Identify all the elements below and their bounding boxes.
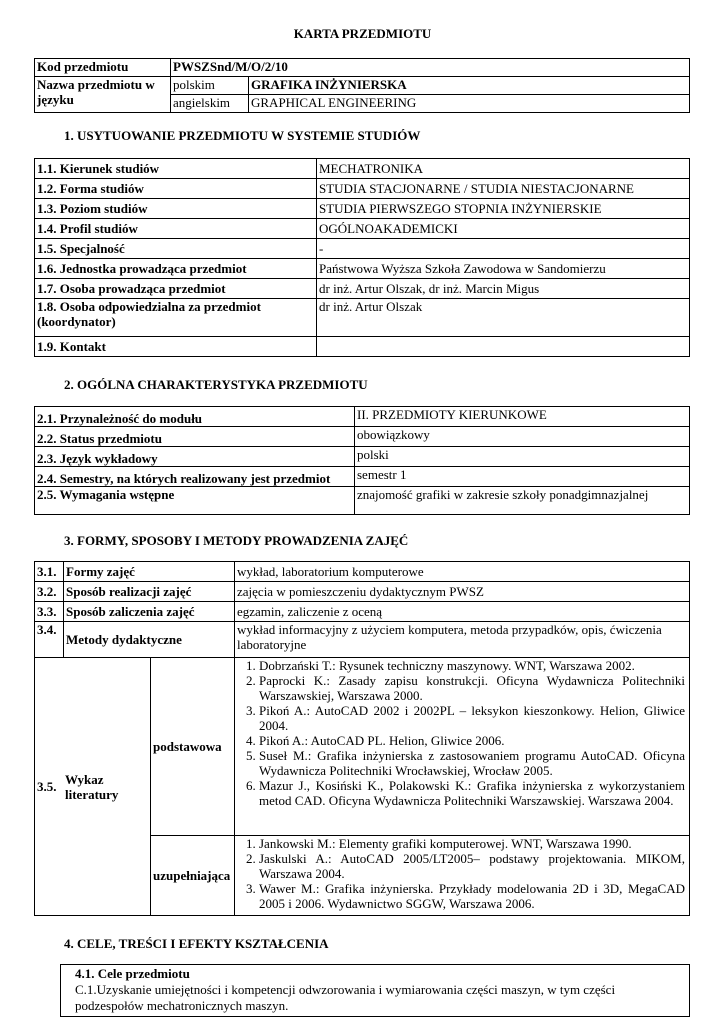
list-item: 1. Jankowski M.: Elementy grafiki komputerowej. WNT, Warszawa 1990. (259, 836, 685, 851)
row-label: Sposób zaliczenia zajęć (64, 602, 235, 622)
row-value: dr inż. Artur Olszak (317, 299, 690, 337)
row-value: STUDIA STACJONARNE / STUDIA NIESTACJONARNE (317, 179, 690, 199)
section-4-table (60, 964, 690, 1017)
page-title: KARTA PRZEDMIOTU (293, 26, 432, 41)
list-item: 5. Suseł M.: Grafika inżynierska z zastosowaniem programu AutoCAD. Oficyna Wydawnicza Politechniki Wrocławskiej, Wrocław 2005. (259, 748, 685, 778)
basic-literature (235, 658, 690, 836)
subject-header-table (34, 58, 690, 113)
polish-name: GRAFIKA INŻYNIERSKA (249, 77, 690, 95)
row-label: 2.2. Status przedmiotu (35, 427, 355, 447)
row-label (35, 299, 317, 337)
list-item: 3. Pikoń A.: AutoCAD 2002 i 2002PL – leksykon kieszonkowy. Helion, Gliwice 2004. (259, 703, 685, 733)
section-2-table (34, 406, 690, 515)
row-value: polski (355, 447, 690, 467)
code-value: PWSZSnd/M/O/2/10 (171, 59, 690, 77)
row-value: dr inż. Artur Olszak, dr inż. Marcin Migus (317, 279, 690, 299)
row-number: 3.1. (35, 562, 64, 582)
extra-literature-label: uzupełniająca (151, 836, 235, 916)
goals-text: C.1.Uzyskanie umiejętności i kompetencji odwzorowania i wymiarowania części maszyn, w tym części podzespołów mechatronicznych maszyn. (75, 982, 616, 1013)
row-number: 3.4. (35, 622, 64, 658)
row-value: II. PRZEDMIOTY KIERUNKOWE (355, 407, 690, 427)
row-value: zajęcia w pomieszczeniu dydaktycznym PWSZ (235, 582, 690, 602)
goals-cell (61, 965, 690, 1017)
row-value: egzamin, zaliczenie z oceną (235, 602, 690, 622)
list-item: 1. Dobrzański T.: Rysunek techniczny maszynowy. WNT, Warszawa 2002. (259, 658, 685, 673)
row-label: 2.4. Semestry, na których realizowany jest przedmiot (35, 467, 355, 487)
row-label: 1.2. Forma studiów (35, 179, 317, 199)
row-value: obowiązkowy (355, 427, 690, 447)
extra-literature (235, 836, 690, 916)
literature-label: Wykaz literatury (65, 771, 119, 802)
row-label: 2.3. Język wykładowy (35, 447, 355, 467)
row-label: Formy zajęć (64, 562, 235, 582)
row-value: znajomość grafiki w zakresie szkoły ponadgimnazjalnej (355, 487, 690, 515)
section-3-heading: 3. FORMY, SPOSOBY I METODY PROWADZENIA ZAJĘĆ (64, 533, 409, 548)
row-value: semestr 1 (355, 467, 690, 487)
row-label: Sposób realizacji zajęć (64, 582, 235, 602)
row-label: 1.5. Specjalność (35, 239, 317, 259)
row-value: - (317, 239, 690, 259)
row-label: 2.5. Wymagania wstępne (35, 487, 355, 515)
row-value (317, 337, 690, 357)
english-name: GRAPHICAL ENGINEERING (249, 95, 690, 113)
row-label: 1.3. Poziom studiów (35, 199, 317, 219)
list-item: 6. Mazur J., Kosiński K., Polakowski K.: Grafika inżynierska z wykorzystaniem metod CAD. Oficyna Wydawnicza Politechniki Warszawskiej. Warszawa 2004. (259, 778, 685, 808)
row-label: 2.1. Przynależność do modułu (35, 407, 355, 427)
row-value: wykład informacyjny z użyciem komputera, metoda przypadków, opis, ćwiczenia laboratoryjne (235, 622, 690, 658)
section-3-table (34, 561, 690, 916)
polish-label: polskim (171, 77, 249, 95)
section-4-heading: 4. CELE, TREŚCI I EFEKTY KSZTAŁCENIA (64, 936, 329, 951)
row-label: 1.9. Kontakt (35, 337, 317, 357)
row-label: 1.4. Profil studiów (35, 219, 317, 239)
section-1-table (34, 158, 690, 357)
code-label: Kod przedmiotu (35, 59, 171, 77)
literature-label-cell (35, 658, 151, 916)
name-label: Nazwa przedmiotu w języku (35, 77, 171, 113)
row-value: MECHATRONIKA (317, 159, 690, 179)
row-value: STUDIA PIERWSZEGO STOPNIA INŻYNIERSKIE (317, 199, 690, 219)
list-item: 2. Paprocki K.: Zasady zapisu konstrukcji. Oficyna Wydawnicza Politechniki Warszawskiej, Warszawa 2000. (259, 673, 685, 703)
list-item: 2. Jaskulski A.: AutoCAD 2005/LT2005– podstawy projektowania. MIKOM, Warszawa 2004. (259, 851, 685, 881)
row-value: Państwowa Wyższa Szkoła Zawodowa w Sandomierzu (317, 259, 690, 279)
basic-literature-label: podstawowa (151, 658, 235, 836)
row-number: 3.2. (35, 582, 64, 602)
row-value: OGÓLNOAKADEMICKI (317, 219, 690, 239)
row-label-text: 1.8. Osoba odpowiedzialna za przedmiot (koordynator) (37, 299, 261, 329)
section-2-heading: 2. OGÓLNA CHARAKTERYSTYKA PRZEDMIOTU (64, 377, 368, 392)
section-1-heading: 1. USYTUOWANIE PRZEDMIOTU W SYSTEMIE STUDIÓW (64, 128, 421, 143)
row-label: Metody dydaktyczne (64, 622, 235, 658)
row-number: 3.3. (35, 602, 64, 622)
row-label: 1.7. Osoba prowadząca przedmiot (35, 279, 317, 299)
row-label: 1.1. Kierunek studiów (35, 159, 317, 179)
literature-number: 3.5. (37, 779, 57, 794)
list-item: 3. Wawer M.: Grafika inżynierska. Przykłady modelowania 2D i 3D, MegaCAD 2005 i 2006. Wydawnictwo SGGW, Warszawa 2006. (259, 881, 685, 911)
row-value: wykład, laboratorium komputerowe (235, 562, 690, 582)
goals-label: 4.1. Cele przedmiotu (75, 966, 190, 981)
english-label: angielskim (171, 95, 249, 113)
list-item: 4. Pikoń A.: AutoCAD PL. Helion, Gliwice 2006. (259, 733, 685, 748)
row-label: 1.6. Jednostka prowadząca przedmiot (35, 259, 317, 279)
